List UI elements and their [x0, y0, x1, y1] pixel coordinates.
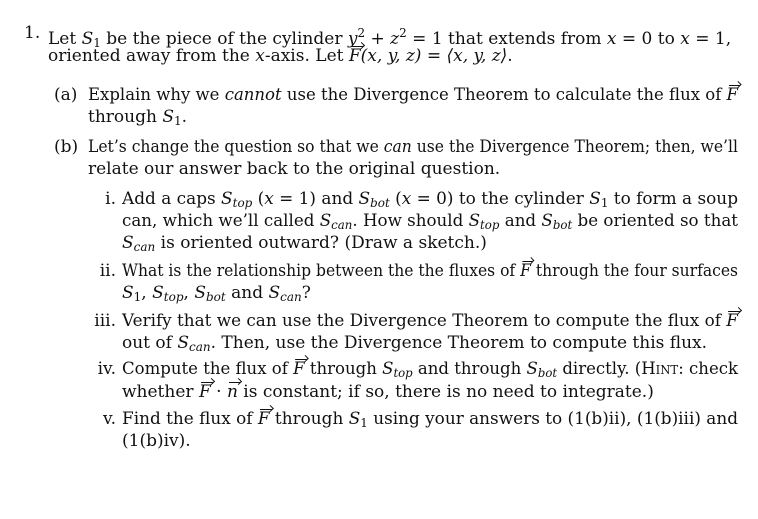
- subpart-v-label: v.: [103, 409, 116, 429]
- part-b-line-2: relate our answer back to the original question.: [88, 159, 501, 179]
- part-b-line-1: Let’s change the question so that we can use the Divergence Theorem; then, we’ll: [88, 137, 738, 157]
- subpart-iii-line-1: Verify that we can use the Divergence Theorem to compute the flux of F: [122, 311, 738, 331]
- subpart-ii-line-2: $S_1$, Stop, Sbot and Scan?: [122, 283, 311, 304]
- problem-intro-line-2: oriented away from the x-axis. Let F(x, y, z) = ⟨x, y, z⟩.: [48, 46, 513, 66]
- problem-intro-line-1: Let $S_1$ be the piece of the cylinder $y^2 + z^2 = 1$ that extends from x = 0 to x = 1,: [48, 26, 732, 50]
- part-a-line-2: through $S_1$.: [88, 107, 188, 128]
- part-a-label: (a): [54, 85, 78, 105]
- part-b-label: (b): [54, 137, 79, 157]
- subpart-i-line-2: can, which we’ll called Scan. How should Stop and Sbot be oriented so that: [122, 211, 739, 232]
- problem-number: 1.: [24, 23, 41, 43]
- part-a-line-1: Explain why we cannot use the Divergence Theorem to calculate the flux of F: [88, 85, 739, 105]
- subpart-iii-label: iii.: [94, 311, 116, 331]
- subpart-i-line-1: Add a caps Stop (x = 1) and Sbot (x = 0) to the cylinder $S_1$ to form a soup: [122, 189, 739, 210]
- subpart-ii-line-1: What is the relationship between the the fluxes of F through the four surfaces: [122, 261, 738, 281]
- subpart-iv-label: iv.: [97, 359, 116, 379]
- subpart-iii-line-2: out of Scan. Then, use the Divergence Theorem to compute this flux.: [122, 333, 708, 354]
- subpart-iv-line-2: whether F · n is constant; if so, there is no need to integrate.): [122, 382, 654, 402]
- subpart-iv-line-1: Compute the flux of F through Stop and through Sbot directly. (Hint: check: [122, 359, 739, 380]
- subpart-i-label: i.: [105, 189, 116, 209]
- subpart-v-line-1: Find the flux of F through $S_1$ using your answers to (1(b)ii), (1(b)iii) and: [122, 409, 739, 430]
- subpart-v-line-2: (1(b)iv).: [122, 431, 191, 451]
- subpart-i-line-3: Scan is oriented outward? (Draw a sketch.): [122, 233, 487, 254]
- subpart-ii-label: ii.: [99, 261, 116, 281]
